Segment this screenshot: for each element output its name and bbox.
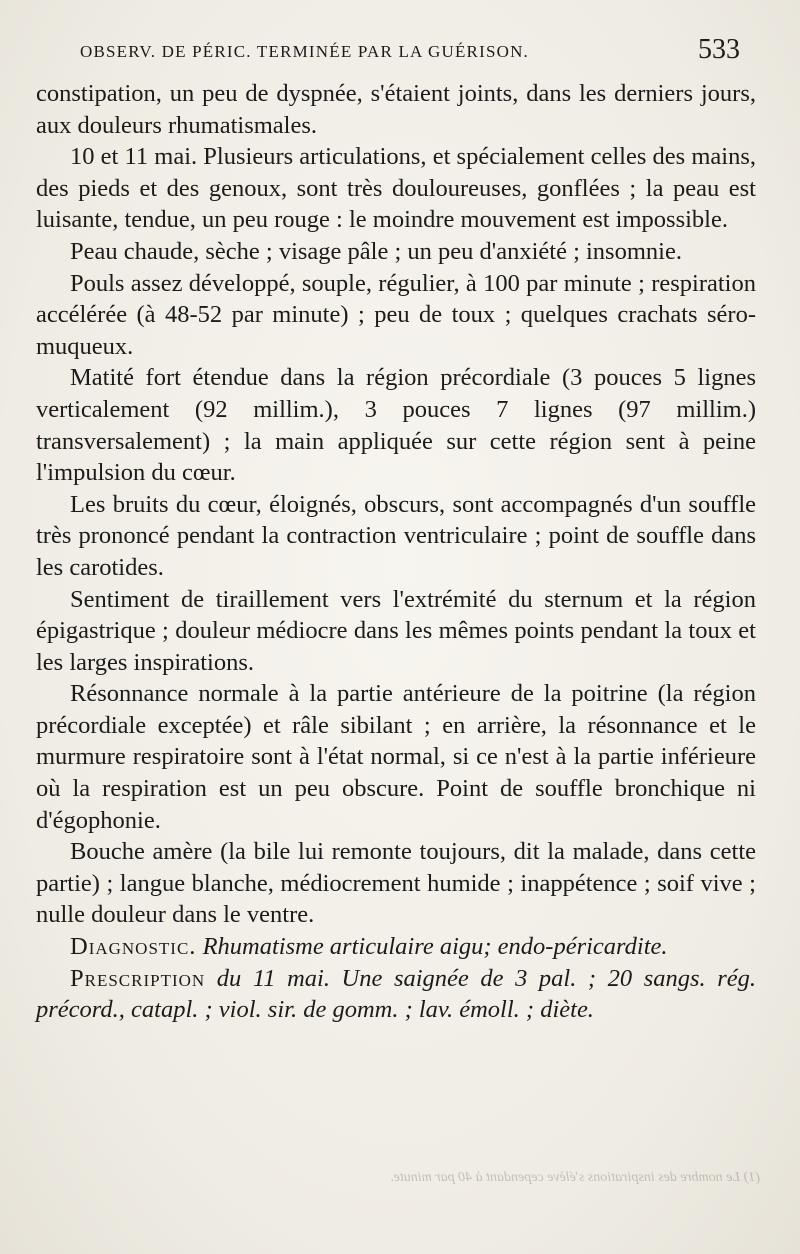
body-text [36,78,756,1026]
paragraph: Bouche amère (la bile lui remonte toujours, dit la malade, dans cette partie) ; langue blanche, médiocrement humide ; inappétence ; soif vive ; nulle douleur dans le ventre. [36,838,756,929]
paragraph: Peau chaude, sèche ; visage pâle ; un peu d'anxiété ; insomnie. [70,237,682,265]
prescription-text: du 11 mai. Une saignée de 3 pal. ; 20 sangs. rég. précord., catapl. ; viol. sir. de gomm. ; lav. émoll. ; diète. [36,964,757,1024]
prescription-label: Prescription [70,964,206,992]
paragraph: constipation, un peu de dyspnée, s'étaient joints, dans les derniers jours, aux douleurs rhumatismales. [36,80,756,139]
paragraph: Matité fort étendue dans la région précordiale (3 pouces 5 lignes verticalement (92 millim.), 3 pouces 7 lignes (97 millim.) transversalement) ; la main appliquée sur cette région sent à peine l'impulsion du cœur. [36,364,756,487]
running-head: OBSERV. DE PÉRIC. TERMINÉE PAR LA GUÉRISON. [80,42,530,61]
paragraph: Sentiment de tiraillement vers l'extrémité du sternum et la région épigastrique ; douleur médiocre dans les mêmes points pendant la toux et les larges inspirations. [36,585,756,676]
diagnostic-text: Rhumatisme articulaire aigu; endo-péricardite. [202,933,668,961]
diagnostic-paragraph [36,931,756,963]
page-number: 533 [698,34,740,65]
diagnostic-label: Diagnostic. [70,933,197,961]
paragraph: Résonnance normale à la partie antérieure de la poitrine (la région précordiale exceptée) et râle sibilant ; en arrière, la résonnance et le murmure respiratoire sont à l'état normal, si ce n'est à la partie inférieure où la respiration est un peu obscure. Point de souffle bronchique ni d'égophonie. [36,680,756,834]
paragraph: Pouls assez développé, souple, régulier, à 100 par minute ; respiration accélérée (à 48-52 par minute) ; peu de toux ; quelques crachats séro-muqueux. [36,269,756,360]
page-header [0,34,800,74]
prescription-paragraph [36,963,756,1026]
bleed-through-text: (1) Le nombre des inspirations s'élève cependant à 40 par minute. [390,1170,760,1185]
paragraph: Les bruits du cœur, éloignés, obscurs, sont accompagnés d'un souffle très prononcé pendant la contraction ventriculaire ; point de souffle dans les carotides. [36,490,756,581]
paragraph: 10 et 11 mai. Plusieurs articulations, et spécialement celles des mains, des pieds et des genoux, sont très douloureuses, gonflées ; la peau est luisante, tendue, un peu rouge : le moindre mouvement est impossible. [36,143,756,234]
